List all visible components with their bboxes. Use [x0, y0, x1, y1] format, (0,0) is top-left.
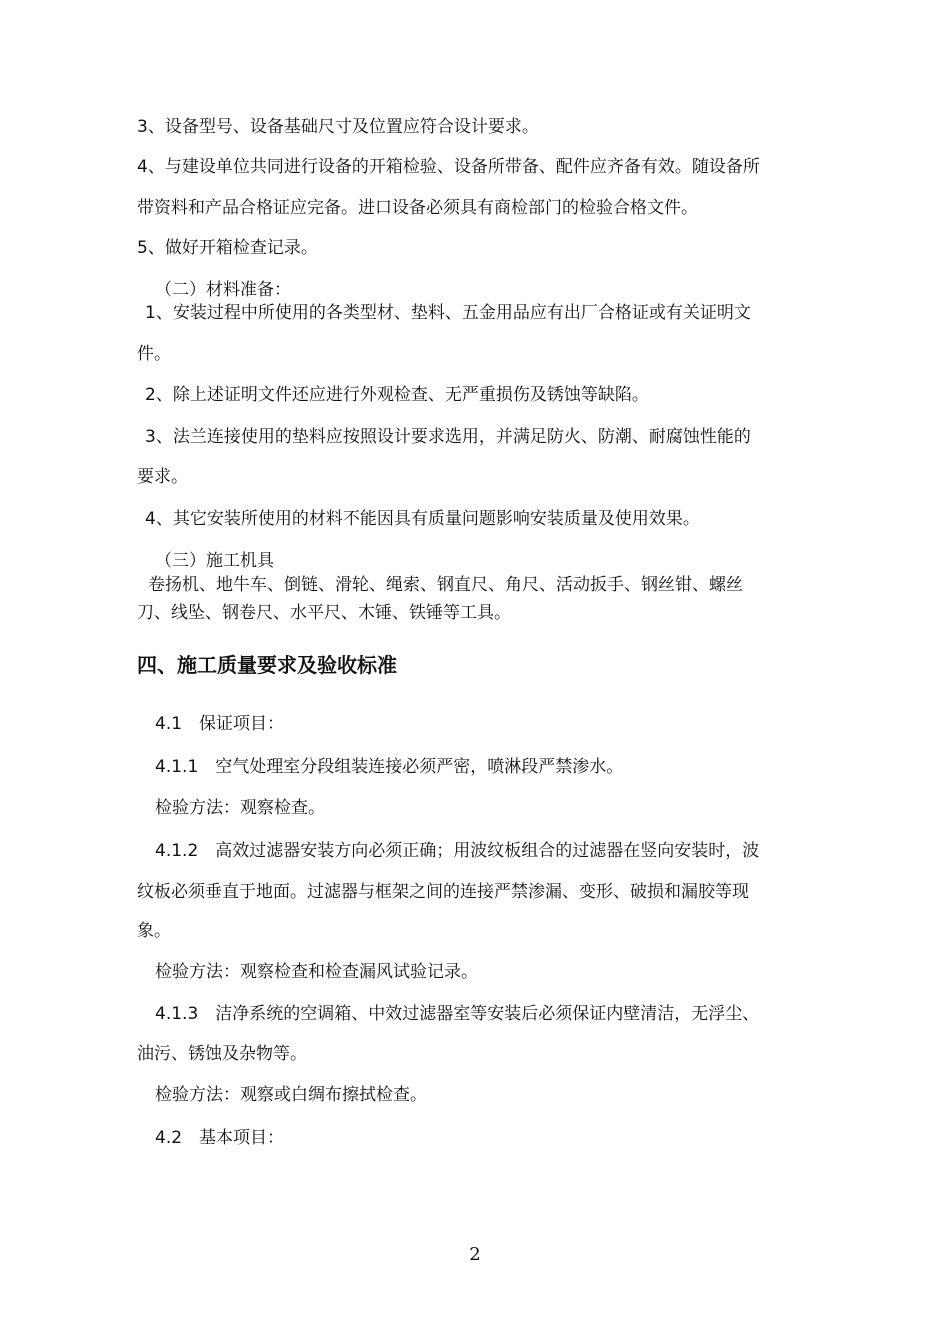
materials-item-1-continued: 件。	[137, 344, 171, 364]
materials-item-2: 2、除上述证明文件还应进行外观检查、无严重损伤及锈蚀等缺陷。	[145, 385, 649, 405]
clause-4-1-2-continued: 纹板必须垂直于地面。过滤器与框架之间的连接严禁渗漏、变形、破损和漏胶等现	[137, 882, 749, 902]
materials-item-3: 3、法兰连接使用的垫料应按照设计要求选用，并满足防火、防潮、耐腐蚀性能的	[145, 427, 751, 447]
item-5: 5、做好开箱检查记录。	[137, 238, 318, 258]
tools-line-1: 卷扬机、地牛车、倒链、滑轮、绳索、钢直尺、角尺、活动扳手、钢丝钳、螺丝	[148, 575, 743, 595]
inspection-method: 检验方法：观察检查和检查漏风试验记录。	[155, 962, 478, 982]
clause-4-1-3-continued: 油污、锈蚀及杂物等。	[137, 1044, 307, 1064]
tools-title: （三）施工机具	[155, 551, 274, 571]
inspection-method: 检验方法：观察检查。	[155, 798, 325, 818]
item-3: 3、设备型号、设备基础尺寸及位置应符合设计要求。	[137, 117, 539, 137]
materials-title: （二）材料准备：	[155, 280, 291, 300]
section-heading: 四、施工质量要求及验收标准	[137, 653, 397, 677]
materials-item-3-continued: 要求。	[137, 467, 188, 487]
clause-4-1-2: 4.1.2 高效过滤器安装方向必须正确；用波纹板组合的过滤器在竖向安装时，波	[155, 841, 760, 861]
tools-line-2: 刀、线坠、钢卷尺、水平尺、木锤、铁锤等工具。	[137, 603, 511, 623]
clause-4-1-2-end: 象。	[137, 921, 171, 941]
clause-4-2: 4.2 基本项目：	[155, 1128, 285, 1148]
clause-4-1: 4.1 保证项目：	[155, 714, 285, 734]
item-4-continued: 带资料和产品合格证应完备。进口设备必须具有商检部门的检验合格文件。	[137, 198, 698, 218]
page-number: 2	[469, 1244, 481, 1265]
materials-item-1: 1、安装过程中所使用的各类型材、垫料、五金用品应有出厂合格证或有关证明文	[145, 303, 751, 323]
materials-item-4: 4、其它安装所使用的材料不能因具有质量问题影响安装质量及使用效果。	[145, 509, 700, 529]
item-4: 4、与建设单位共同进行设备的开箱检验、设备所带备、配件应齐备有效。随设备所	[137, 157, 760, 177]
clause-4-1-3: 4.1.3 洁净系统的空调箱、中效过滤器室等安装后必须保证内壁清洁，无浮尘、	[155, 1004, 760, 1024]
clause-4-1-1: 4.1.1 空气处理室分段组装连接必须严密，喷淋段严禁渗水。	[155, 757, 624, 777]
inspection-method: 检验方法：观察或白绸布擦拭检查。	[155, 1085, 427, 1105]
